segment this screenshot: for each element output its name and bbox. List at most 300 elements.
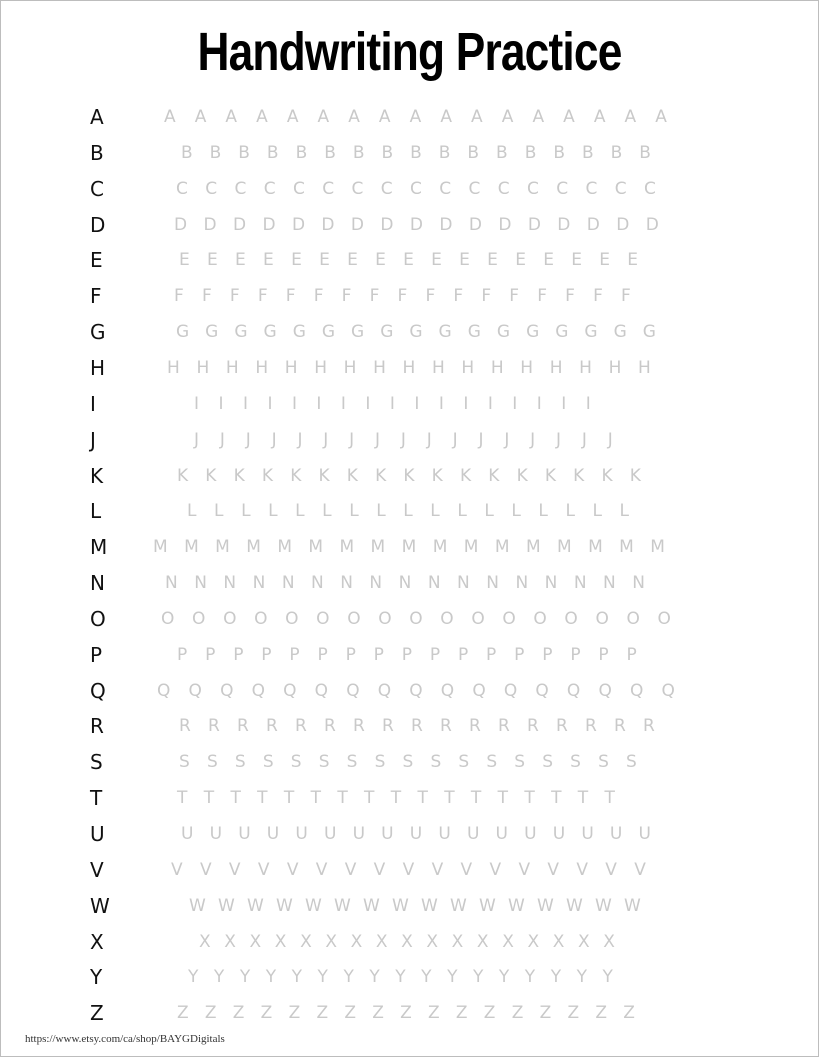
trace-letter: X: [249, 931, 262, 952]
trace-letter: L: [376, 501, 386, 522]
trace-letter: K: [346, 465, 358, 486]
trace-letter: H: [284, 357, 298, 378]
trace-letter: N: [427, 573, 441, 594]
trace-letter: O: [347, 608, 361, 629]
trace-letter: I: [463, 393, 469, 414]
trace-letter: U: [323, 824, 337, 844]
trace-letter: I: [365, 393, 371, 414]
trace-letter: Q: [566, 680, 581, 701]
trace-letter: C: [351, 178, 364, 199]
trace-letter: B: [410, 142, 422, 163]
trace-letters: [187, 499, 629, 523]
trace-letter: J: [452, 429, 458, 450]
trace-letter: O: [223, 608, 237, 629]
trace-letter: E: [487, 250, 498, 271]
lead-letter: Q: [90, 678, 106, 703]
trace-letter: H: [638, 357, 651, 378]
practice-row-f: [1, 284, 819, 320]
lead-letter: L: [90, 499, 102, 524]
trace-letter: Z: [316, 1003, 329, 1024]
lead-letter: U: [90, 822, 105, 846]
trace-letter: U: [181, 824, 194, 844]
trace-letter: O: [657, 608, 671, 629]
trace-letter: S: [346, 752, 358, 773]
trace-letter: R: [208, 716, 220, 737]
trace-letter: Q: [409, 680, 423, 701]
practice-row-q: [1, 679, 819, 715]
trace-letter: O: [595, 608, 609, 629]
trace-letter: I: [561, 393, 567, 414]
page-title: Handwriting Practice: [197, 22, 622, 82]
trace-letter: S: [598, 752, 609, 773]
trace-letter: E: [235, 250, 246, 271]
trace-letter: R: [440, 716, 452, 737]
trace-letter: I: [291, 393, 297, 414]
trace-letters: [188, 965, 613, 989]
trace-letter: Y: [188, 967, 199, 988]
trace-letter: Y: [213, 967, 225, 988]
trace-letter: K: [516, 465, 528, 486]
trace-letter: M: [339, 537, 355, 558]
trace-letter: E: [319, 250, 330, 271]
lead-letter: V: [90, 857, 104, 882]
trace-letter: X: [577, 931, 590, 952]
trace-letter: O: [502, 608, 516, 629]
trace-letter: S: [458, 752, 470, 773]
trace-letters: [177, 1001, 635, 1025]
trace-letter: P: [401, 644, 413, 665]
trace-letter: B: [381, 142, 394, 163]
trace-letter: R: [353, 716, 365, 737]
lead-letter: Y: [90, 965, 103, 990]
trace-letter: R: [295, 716, 307, 737]
trace-letter: S: [374, 752, 386, 773]
trace-letter: L: [214, 501, 224, 522]
trace-letter: W: [247, 895, 264, 916]
lead-letter: Z: [90, 1001, 104, 1026]
trace-letter: W: [624, 895, 641, 916]
trace-letter: C: [410, 178, 422, 199]
trace-letter: H: [490, 357, 504, 378]
trace-letter: V: [460, 859, 473, 880]
trace-letter: N: [398, 573, 412, 594]
trace-letter: S: [514, 752, 526, 773]
trace-letter: T: [203, 788, 215, 809]
trace-letter: Y: [524, 967, 536, 988]
trace-letter: E: [571, 250, 582, 271]
trace-letter: G: [263, 322, 277, 343]
trace-letter: Z: [483, 1003, 496, 1024]
trace-letter: L: [241, 501, 251, 522]
trace-letter: U: [438, 824, 451, 844]
trace-letter: S: [626, 752, 637, 773]
trace-letter: O: [564, 608, 578, 629]
trace-letter: I: [194, 393, 200, 414]
trace-letter: A: [593, 107, 606, 127]
trace-letter: E: [599, 250, 610, 271]
trace-letters: [181, 822, 651, 846]
trace-letter: L: [322, 501, 332, 522]
trace-letter: E: [403, 250, 414, 271]
practice-row-z: [1, 1001, 819, 1037]
trace-letter: T: [497, 788, 509, 809]
trace-letter: P: [345, 644, 356, 665]
trace-letter: R: [411, 716, 423, 737]
trace-letter: H: [608, 357, 622, 378]
trace-letter: U: [524, 824, 537, 844]
trace-letter: B: [639, 142, 651, 163]
trace-letters: [153, 535, 665, 559]
trace-letter: I: [316, 393, 322, 414]
practice-row-t: [1, 786, 819, 822]
trace-letter: J: [219, 429, 225, 450]
practice-row-v: [1, 858, 819, 894]
trace-letter: M: [650, 537, 665, 558]
practice-row-u: [1, 822, 819, 858]
trace-letter: A: [409, 107, 422, 127]
trace-letter: N: [252, 573, 266, 594]
trace-letter: O: [409, 608, 423, 629]
trace-letter: D: [586, 214, 600, 235]
trace-letter: B: [553, 142, 565, 163]
trace-letter: H: [461, 357, 475, 378]
lead-letter: D: [90, 212, 106, 237]
trace-letter: G: [176, 322, 190, 343]
trace-letter: M: [401, 537, 417, 558]
trace-letter: P: [570, 644, 581, 665]
trace-letter: K: [459, 465, 472, 486]
practice-row-y: [1, 965, 819, 1001]
trace-letter: Q: [157, 680, 171, 701]
trace-letter: X: [476, 931, 489, 952]
trace-letter: J: [375, 429, 381, 450]
trace-letter: X: [451, 931, 464, 952]
trace-letter: H: [520, 357, 534, 378]
trace-letter: W: [189, 895, 206, 916]
trace-letter: G: [526, 322, 540, 343]
trace-letter: H: [314, 357, 327, 378]
trace-letters: [179, 714, 655, 738]
trace-letter: I: [438, 393, 444, 414]
trace-letter: G: [292, 322, 306, 343]
trace-letter: B: [438, 142, 451, 163]
trace-letter: J: [323, 429, 329, 450]
trace-letter: D: [262, 214, 276, 235]
trace-letter: M: [308, 537, 324, 558]
trace-letter: C: [614, 178, 627, 199]
trace-letter: D: [527, 214, 541, 235]
trace-letter: Y: [472, 967, 484, 988]
trace-letter: U: [409, 824, 423, 844]
trace-letter: M: [277, 537, 292, 558]
trace-letter: E: [347, 250, 358, 271]
trace-letter: Q: [377, 680, 392, 701]
trace-letter: T: [604, 788, 615, 809]
trace-letter: L: [295, 501, 305, 522]
trace-letter: D: [439, 214, 453, 235]
trace-letter: G: [642, 322, 656, 343]
trace-letter: A: [378, 107, 391, 127]
lead-letter: K: [90, 463, 104, 488]
trace-letter: S: [262, 752, 274, 773]
trace-letter: K: [629, 465, 641, 486]
trace-letter: K: [233, 465, 245, 486]
lead-letter: R: [90, 714, 104, 739]
trace-letter: V: [402, 859, 415, 880]
trace-letter: N: [281, 573, 295, 594]
trace-letter: Q: [251, 680, 265, 701]
trace-letter: I: [414, 393, 420, 414]
trace-letter: N: [457, 573, 470, 594]
trace-letters: [181, 141, 651, 165]
trace-letter: Q: [283, 680, 297, 701]
trace-letter: B: [524, 142, 537, 163]
trace-letter: U: [609, 824, 623, 844]
trace-letters: [177, 464, 641, 488]
trace-letter: Y: [576, 967, 587, 988]
trace-letter: C: [497, 178, 510, 199]
trace-letter: A: [563, 107, 575, 127]
trace-letter: J: [607, 429, 613, 450]
trace-letter: I: [218, 393, 224, 414]
trace-letter: F: [481, 286, 492, 307]
trace-letter: X: [603, 931, 615, 952]
trace-letter: R: [498, 716, 510, 737]
trace-letter: Z: [428, 1003, 440, 1024]
trace-letter: P: [289, 644, 300, 665]
trace-letter: S: [486, 752, 498, 773]
trace-letters: [194, 392, 591, 416]
trace-letter: W: [450, 895, 467, 916]
trace-letter: D: [291, 214, 306, 235]
trace-letter: Y: [343, 967, 354, 988]
trace-letter: L: [565, 501, 575, 522]
trace-letter: Z: [511, 1003, 524, 1024]
trace-letter: I: [389, 393, 395, 414]
practice-row-e: [1, 248, 819, 284]
trace-letter: W: [595, 895, 612, 916]
trace-letters: [167, 356, 651, 380]
trace-letter: E: [375, 250, 386, 271]
trace-letter: E: [291, 250, 302, 271]
trace-letter: Q: [220, 680, 234, 701]
trace-letter: B: [324, 142, 336, 163]
lead-letter: H: [90, 355, 106, 380]
trace-letter: D: [645, 214, 659, 235]
trace-letter: A: [286, 107, 299, 127]
trace-letter: F: [229, 286, 240, 307]
trace-letter: L: [619, 501, 629, 522]
trace-letter: F: [537, 286, 547, 307]
trace-letter: M: [153, 537, 168, 558]
trace-letter: B: [266, 142, 279, 163]
trace-letter: D: [174, 214, 188, 235]
trace-letter: C: [263, 178, 276, 199]
trace-letter: P: [457, 644, 469, 665]
trace-letter: M: [525, 537, 541, 558]
trace-letter: N: [311, 573, 324, 594]
footer-url: https://www.etsy.com/ca/shop/BAYGDigitals: [25, 1033, 225, 1045]
trace-letter: T: [177, 788, 188, 809]
trace-letter: M: [184, 537, 199, 558]
trace-letter: Z: [400, 1003, 412, 1024]
trace-letter: N: [486, 573, 499, 594]
trace-letter: T: [444, 788, 455, 809]
trace-letter: F: [313, 286, 324, 307]
trace-letter: J: [245, 429, 251, 450]
trace-letter: J: [400, 429, 406, 450]
trace-letter: Z: [539, 1003, 552, 1024]
trace-letter: S: [542, 752, 553, 773]
trace-letter: Y: [395, 967, 406, 988]
trace-letter: F: [257, 286, 268, 307]
trace-letter: H: [373, 357, 386, 378]
lead-letter: I: [90, 391, 96, 416]
trace-letter: J: [297, 429, 303, 450]
trace-letter: Q: [314, 680, 329, 701]
trace-letter: C: [644, 178, 656, 199]
practice-row-n: [1, 571, 819, 607]
trace-letter: O: [161, 608, 175, 629]
trace-letter: O: [440, 608, 454, 629]
trace-letter: Y: [498, 967, 510, 988]
trace-letter: C: [527, 178, 539, 199]
trace-letter: H: [402, 357, 416, 378]
trace-letter: F: [509, 286, 520, 307]
trace-letter: T: [230, 788, 241, 809]
trace-letter: U: [581, 824, 594, 844]
trace-letter: Z: [232, 1003, 245, 1024]
trace-letter: F: [285, 286, 296, 307]
trace-letter: V: [518, 859, 531, 880]
trace-letter: U: [638, 824, 651, 844]
trace-letter: E: [459, 250, 470, 271]
trace-letter: O: [533, 608, 547, 629]
trace-letter: W: [566, 895, 583, 916]
trace-letter: S: [570, 752, 581, 773]
trace-letters: [177, 786, 615, 810]
trace-letter: B: [238, 142, 250, 163]
trace-letter: O: [285, 608, 299, 629]
trace-letter: L: [268, 501, 278, 522]
trace-letter: H: [225, 357, 239, 378]
trace-letter: M: [619, 537, 634, 558]
trace-letter: N: [369, 573, 383, 594]
trace-letter: K: [403, 465, 415, 486]
trace-letter: V: [315, 859, 328, 880]
trace-letter: C: [322, 178, 335, 199]
trace-letter: E: [263, 250, 274, 271]
lead-letter: F: [90, 284, 102, 309]
trace-letter: B: [181, 142, 193, 163]
trace-letter: A: [164, 107, 176, 127]
trace-letter: W: [305, 895, 322, 916]
trace-letter: Q: [188, 680, 202, 701]
trace-letter: C: [234, 178, 247, 199]
trace-letter: X: [527, 931, 540, 952]
trace-letter: R: [266, 716, 278, 737]
trace-letter: S: [290, 752, 302, 773]
trace-letter: C: [380, 178, 393, 199]
trace-letter: G: [380, 322, 394, 343]
trace-letter: L: [538, 501, 548, 522]
trace-letter: W: [508, 895, 525, 916]
trace-letter: T: [551, 788, 562, 809]
trace-letter: Z: [260, 1003, 273, 1024]
trace-letter: T: [470, 788, 482, 809]
trace-letter: J: [504, 429, 510, 450]
trace-letter: T: [390, 788, 402, 809]
trace-letter: Q: [598, 680, 612, 701]
trace-letter: C: [176, 178, 188, 199]
trace-letter: P: [317, 644, 328, 665]
trace-letter: R: [382, 716, 394, 737]
trace-letter: I: [340, 393, 346, 414]
trace-letter: J: [556, 429, 562, 450]
trace-letter: V: [634, 859, 646, 880]
practice-row-h: [1, 356, 819, 392]
practice-row-d: [1, 213, 819, 249]
trace-letter: V: [257, 859, 270, 880]
trace-letter: J: [478, 429, 484, 450]
trace-letter: T: [524, 788, 535, 809]
trace-letter: K: [290, 465, 302, 486]
trace-letter: W: [276, 895, 293, 916]
trace-letters: [161, 607, 671, 631]
trace-letter: N: [603, 573, 616, 594]
trace-letter: F: [425, 286, 436, 307]
trace-letter: O: [192, 608, 206, 629]
trace-letter: G: [438, 322, 452, 343]
trace-letter: Q: [346, 680, 360, 701]
trace-letter: P: [626, 644, 637, 665]
practice-row-j: [1, 428, 819, 464]
trace-letter: E: [207, 250, 218, 271]
trace-letter: Y: [602, 967, 613, 988]
trace-letter: Y: [239, 967, 251, 988]
trace-letter: F: [174, 286, 184, 307]
trace-letter: Y: [317, 967, 328, 988]
trace-letter: V: [373, 859, 386, 880]
trace-letter: P: [205, 644, 216, 665]
trace-letter: T: [417, 788, 428, 809]
trace-letter: F: [453, 286, 464, 307]
trace-letter: E: [627, 250, 638, 271]
trace-letter: O: [254, 608, 268, 629]
practice-row-g: [1, 320, 819, 356]
trace-letter: V: [199, 859, 212, 880]
trace-letter: P: [373, 644, 384, 665]
trace-letter: A: [440, 107, 452, 127]
trace-letter: G: [496, 322, 511, 343]
trace-letter: Z: [177, 1003, 189, 1024]
trace-letter: B: [352, 142, 365, 163]
trace-letter: A: [655, 107, 667, 127]
trace-letter: M: [246, 537, 261, 558]
trace-letter: K: [318, 465, 330, 486]
lead-letter: A: [90, 105, 104, 129]
trace-letter: B: [610, 142, 623, 163]
trace-letter: B: [209, 142, 222, 163]
lead-letter: G: [90, 320, 106, 345]
trace-letter: N: [573, 573, 587, 594]
trace-letters: [176, 320, 656, 344]
lead-letter: O: [90, 606, 106, 631]
lead-letter: S: [90, 750, 103, 775]
trace-letter: M: [215, 537, 230, 558]
trace-letters: [189, 894, 641, 918]
trace-letter: Z: [344, 1003, 356, 1024]
